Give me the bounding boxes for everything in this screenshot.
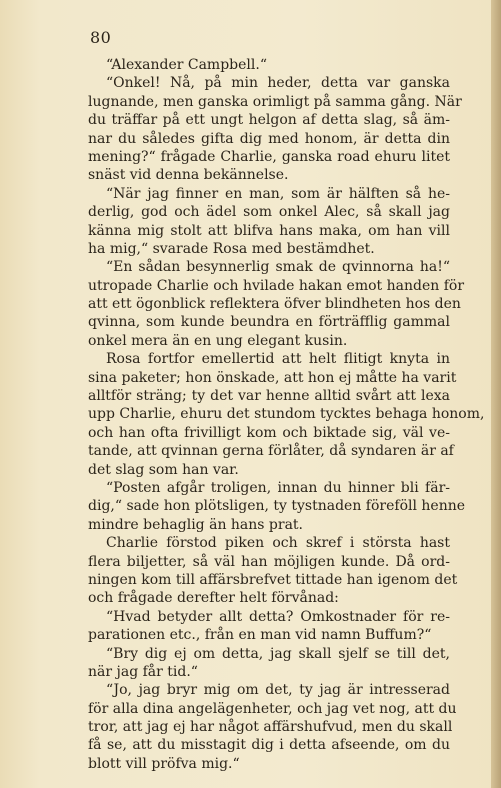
text-line: onkel mera än en ung elegant kusin. (88, 332, 348, 349)
text-line: det slag som han var. (88, 461, 239, 478)
text-line: “Alexander Campbell.“ (106, 57, 267, 73)
text-line: när jag får tid.“ (88, 663, 198, 680)
text-line: sina paketer; hon önskade, att hon ej måtte ha varit (88, 369, 457, 386)
text-line: för alla dina angelägenheter, och jag vet nog, att du (88, 700, 457, 717)
text-line: få se, att du misstagit dig i detta afseende, om du (88, 737, 450, 754)
page-edge (491, 0, 501, 788)
text-line: upp Charlie, ehuru det stundom tycktes behaga honom, (88, 406, 485, 423)
text-line: “Onkel! Nå, på min heder, detta var ganska (106, 75, 450, 92)
text-line: mindre behaglig än hans prat. (88, 516, 304, 533)
text-line: tror, att jag ej har något affärshufvud, men du skall (88, 719, 453, 736)
page-number: 80 (90, 28, 112, 47)
text-line: “Hvad betyder allt detta? Omkostnader för re- (106, 608, 450, 625)
text-line: alltför sträng; ty det var henne alltid svårt att lexa (88, 388, 450, 405)
text-line: “När jag finner en man, som är hälften så he- (106, 185, 450, 202)
text-line: utropade Charlie och hvilade hakan emot handen för (88, 277, 465, 294)
text-line: och han ofta frivilligt kom och biktade sig, väl ve- (88, 424, 450, 441)
text-line: “En sådan besynnerlig smak de qvinnorna ha!“ (106, 259, 450, 276)
text-line: tande, att qvinnan gerna förlåter, då syndaren är af (88, 443, 454, 460)
text-line: och frågade derefter helt förvånad: (88, 590, 339, 607)
text-line: flera biljetter, så väl han möjligen kunde. Då ord- (88, 553, 450, 570)
text-line: derlig, god och ädel som onkel Alec, så skall jag (88, 204, 450, 221)
text-line: dig,“ sade hon plötsligen, ty tystnaden föreföll henne (88, 498, 466, 515)
text-line: parationen etc., från en man vid namn Buffum?“ (88, 627, 432, 644)
text-line: ha mig,“ svarade Rosa med bestämdhet. (88, 240, 375, 257)
text-line: Rosa fortfor emellertid att helt flitigt knyta in (106, 351, 450, 368)
text-line: nar du således gifta dig med honom, är detta din (88, 130, 450, 147)
text-line: blott vill pröfva mig.“ (88, 755, 240, 772)
text-line: “Posten afgår troligen, innan du hinner bli fär- (106, 479, 450, 496)
text-line: ningen kom till affärsbrefvet tittade han igenom det (88, 571, 458, 588)
text-line: att ett ögonblick reflektera öfver blindheten hos den (88, 296, 461, 313)
text-line: du träffar på ett ungt helgon af detta slag, så äm- (88, 112, 450, 129)
text-line: “Jo, jag bryr mig om det, ty jag är intresserad (106, 682, 450, 699)
text-line: känna mig stolt att blifva hans maka, om han vill (88, 222, 450, 239)
text-line: “Bry dig ej om detta, jag skall sjelf se till det, (106, 645, 450, 662)
text-line: snäst vid denna bekännelse. (88, 167, 289, 184)
text-line: qvinna, som kunde beundra en förträfflig gammal (88, 314, 450, 331)
text-line: mening?“ frågade Charlie, ganska road ehuru litet (88, 148, 450, 165)
text-line: lugnande, men ganska orimligt på samma gång. När (88, 93, 462, 110)
text-line: Charlie förstod piken och skref i största hast (106, 535, 450, 552)
body-text (88, 56, 485, 773)
